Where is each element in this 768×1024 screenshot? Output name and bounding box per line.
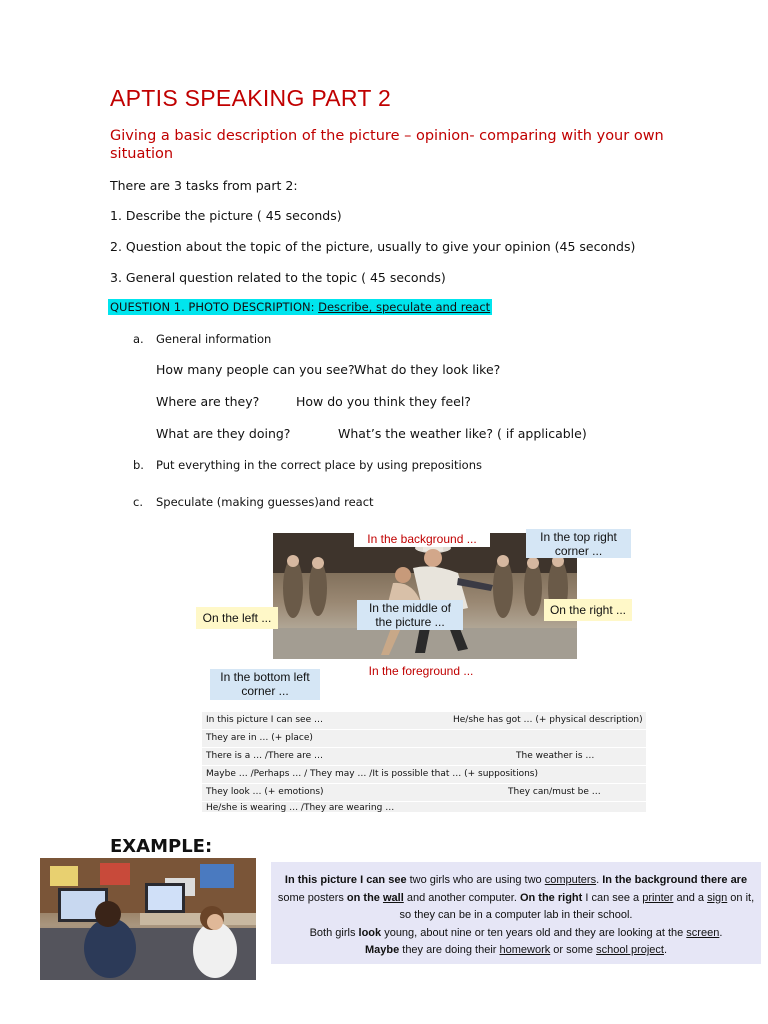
question-how-many: How many people can you see?: [156, 362, 355, 377]
table-row: [202, 712, 646, 730]
phrase-cell: The weather is …: [516, 751, 595, 761]
task-2: 2. Question about the topic of the picture, usually to give your opinion (45 seconds): [110, 239, 636, 254]
example-text-segment: Both girls: [309, 926, 359, 939]
phrase-cell: They look … (+ emotions): [206, 787, 324, 797]
label-top-right: [526, 529, 631, 558]
computer-lab-photo: [40, 858, 256, 980]
example-text-segment: some posters: [277, 891, 347, 904]
example-text-box: [271, 862, 761, 964]
step-c-marker: c.: [133, 495, 143, 509]
table-row: [202, 766, 646, 784]
label-middle: [357, 600, 463, 630]
label-bottom-left-line2: corner ...: [241, 684, 289, 698]
example-text-segment: computers: [544, 874, 597, 886]
step-a-label: General information: [156, 332, 272, 346]
task-3: 3. General question related to the topic ( 45 seconds): [110, 270, 446, 285]
example-text-segment: In this picture I can see: [284, 874, 407, 886]
example-text-segment: .: [719, 926, 723, 939]
phrase-cell: There is a … /There are …: [206, 751, 324, 761]
example-text-segment: In the background there are: [602, 874, 748, 886]
phrase-cell: Maybe … /Perhaps … / They may … /It is possible that … (+ suppositions): [206, 769, 538, 779]
example-text-segment: young, about nine or ten years old and they are looking at the: [381, 926, 687, 939]
phrase-cell: He/she has got … (+ physical description): [453, 715, 643, 725]
question-where: Where are they?: [156, 394, 260, 409]
phrase-cell: They are in … (+ place): [206, 733, 313, 743]
label-middle-line1: In the middle of: [368, 601, 452, 615]
computer-lab-illustration: [40, 858, 256, 980]
intro-text: There are 3 tasks from part 2:: [110, 178, 298, 193]
label-top-right-line2: corner ...: [554, 544, 603, 558]
question1-heading: [108, 300, 492, 314]
label-bottom-left-line1: In the bottom left: [220, 670, 310, 684]
question-look-like: What do they look like?: [354, 362, 501, 377]
label-foreground: In the foreground ...: [344, 664, 498, 680]
example-text-segment: look: [358, 926, 382, 939]
step-b-marker: b.: [133, 458, 144, 472]
example-text-segment: sign: [707, 891, 728, 904]
example-text-segment: and another computer.: [403, 891, 520, 904]
example-text-segment: or some: [550, 944, 597, 956]
label-middle-line2: the picture ...: [375, 615, 445, 629]
example-heading: EXAMPLE:: [110, 836, 213, 857]
example-paragraph: [271, 872, 761, 960]
task-1: 1. Describe the picture ( 45 seconds): [110, 208, 342, 223]
example-text-segment: I can see a: [582, 891, 643, 904]
label-top-right-line1: In the top right: [540, 530, 617, 544]
example-text-segment: and a: [673, 891, 708, 904]
question-weather: What’s the weather like? ( if applicable): [338, 426, 587, 441]
page-title: APTIS SPEAKING PART 2: [110, 85, 392, 111]
label-right: On the right ...: [544, 599, 632, 621]
label-background: In the background ...: [354, 532, 490, 547]
question1-prefix: QUESTION 1. PHOTO DESCRIPTION:: [110, 300, 319, 314]
example-text-segment: .: [596, 874, 603, 886]
example-text-segment: screen: [686, 926, 720, 939]
step-a-marker: a.: [133, 332, 144, 346]
example-text-segment: .: [663, 944, 668, 956]
example-text-segment: school project: [596, 944, 664, 956]
example-text-segment: On the right: [519, 891, 583, 904]
step-b-label: Put everything in the correct place by using prepositions: [156, 458, 482, 472]
table-row: [202, 748, 646, 766]
example-text-segment: two girls who are using two: [406, 874, 545, 886]
example-text-segment: they are doing their: [399, 944, 500, 956]
table-row: [202, 730, 646, 748]
question-doing: What are they doing?: [156, 426, 291, 441]
question1-link[interactable]: Describe, speculate and react: [318, 300, 491, 314]
label-bottom-left: [210, 669, 320, 700]
phrase-cell: He/she is wearing … /They are wearing …: [206, 803, 395, 813]
example-text-segment: on the: [346, 891, 380, 904]
phrases-table: [202, 712, 646, 812]
example-text-segment: wall: [382, 891, 404, 904]
example-text-segment: homework: [499, 944, 551, 956]
label-left: On the left ...: [196, 607, 278, 629]
phrase-cell: They can/must be …: [508, 787, 601, 797]
example-text-segment: Maybe: [364, 944, 400, 956]
example-text-segment: on it, so they can be in a computer lab in their school.: [399, 891, 755, 921]
example-text-segment: printer: [642, 891, 674, 904]
page-subtitle: Giving a basic description of the picture – opinion- comparing with your own situation: [110, 128, 664, 162]
table-row: [202, 800, 646, 817]
question-feel: How do you think they feel?: [296, 394, 471, 409]
step-c-label: Speculate (making guesses)and react: [156, 495, 374, 509]
phrase-cell: In this picture I can see …: [206, 715, 323, 725]
